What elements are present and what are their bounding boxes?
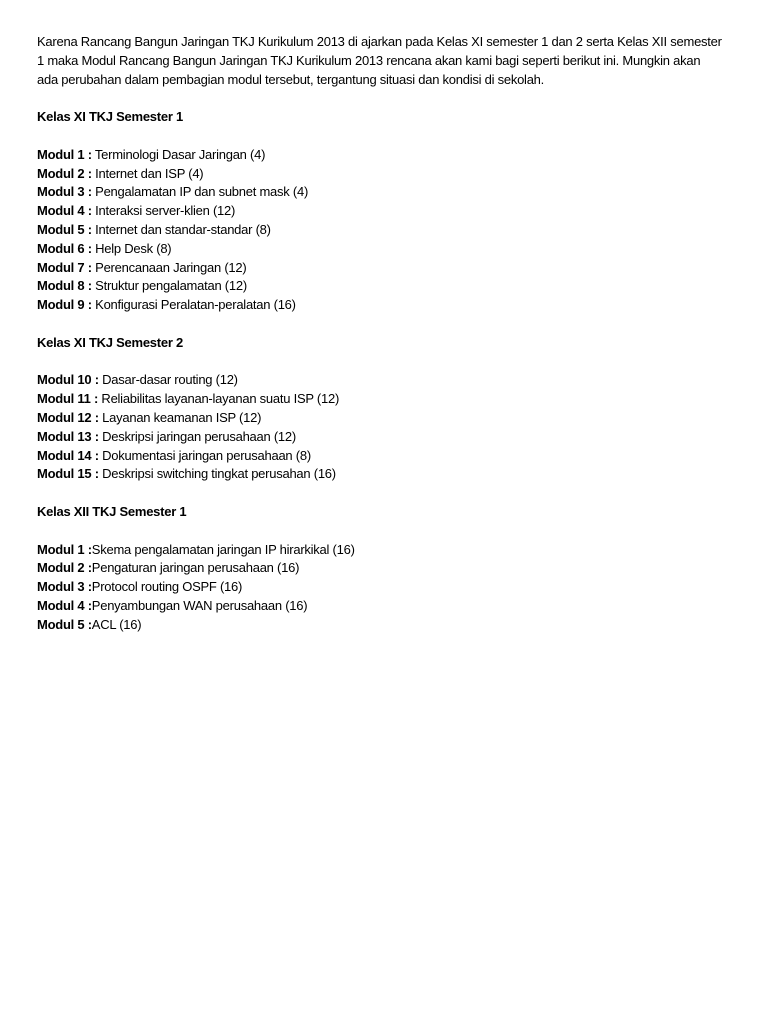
module-code: Modul 5 : — [37, 221, 92, 237]
module-title: Konfigurasi Peralatan-peralatan (16) — [91, 297, 296, 313]
module-title: Dasar-dasar routing (12) — [98, 372, 238, 388]
list-item — [37, 183, 737, 202]
module-title: Struktur pengalamatan (12) — [91, 278, 247, 294]
list-item — [37, 541, 737, 560]
section-title: Kelas XI TKJ Semester 1 — [37, 109, 183, 125]
module-code: Modul 4 : — [37, 203, 92, 219]
module-code: Modul 5 : — [37, 616, 92, 632]
document-page — [37, 33, 737, 635]
module-list — [37, 541, 737, 635]
list-item — [37, 465, 737, 484]
module-title: Layanan keamanan ISP (12) — [98, 409, 262, 425]
module-code: Modul 13 : — [37, 428, 99, 444]
list-item — [37, 240, 737, 259]
module-list — [37, 146, 737, 315]
list-item — [37, 371, 737, 390]
module-code: Modul 4 : — [37, 597, 92, 613]
module-title: Terminologi Dasar Jaringan (4) — [91, 146, 266, 162]
list-item — [37, 390, 737, 409]
list-item — [37, 428, 737, 447]
module-code: Modul 7 : — [37, 259, 92, 275]
module-title: Penyambungan WAN perusahaan (16) — [91, 597, 308, 613]
module-code: Modul 1 : — [37, 146, 92, 162]
module-title: Internet dan ISP (4) — [91, 165, 204, 181]
module-code: Modul 8 : — [37, 278, 92, 294]
module-code: Modul 2 : — [37, 165, 92, 181]
module-title: Pengaturan jaringan perusahaan (16) — [91, 560, 300, 576]
module-title: Internet dan standar-standar (8) — [91, 221, 271, 237]
list-item — [37, 296, 737, 315]
module-code: Modul 15 : — [37, 466, 99, 482]
module-title: Help Desk (8) — [91, 240, 172, 256]
list-item — [37, 221, 737, 240]
module-title: Deskripsi switching tingkat perusahan (16) — [98, 466, 336, 482]
module-title: Skema pengalamatan jaringan IP hirarkikal (16) — [91, 541, 355, 557]
module-code: Modul 14 : — [37, 447, 99, 463]
section-title: Kelas XII TKJ Semester 1 — [37, 503, 187, 519]
module-title: Pengalamatan IP dan subnet mask (4) — [91, 184, 309, 200]
module-code: Modul 3 : — [37, 184, 92, 200]
module-title: Protocol routing OSPF (16) — [91, 579, 243, 595]
module-code: Modul 11 : — [37, 391, 99, 407]
module-code: Modul 1 : — [37, 541, 92, 557]
module-title: ACL (16) — [91, 616, 142, 632]
module-title: Dokumentasi jaringan perusahaan (8) — [98, 447, 311, 463]
list-item — [37, 578, 737, 597]
list-item — [37, 616, 737, 635]
module-code: Modul 10 : — [37, 372, 99, 388]
list-item — [37, 277, 737, 296]
list-item — [37, 146, 737, 165]
list-item — [37, 447, 737, 466]
intro-paragraph: Karena Rancang Bangun Jaringan TKJ Kurikulum 2013 di ajarkan pada Kelas XI semester 1 dan 2 serta Kelas XII semester 1 maka Modul Rancang Bangun Jaringan TKJ Kurikulum 2013 rencana akan kami bagi seperti berikut ini. Mungkin akan ada perubahan dalam pembagian modul tersebut, tergantung situasi dan kondisi di sekolah. — [37, 34, 722, 87]
list-item — [37, 597, 737, 616]
module-code: Modul 3 : — [37, 579, 92, 595]
section-kelas-xi-semester-2 — [37, 334, 737, 484]
section-kelas-xi-semester-1 — [37, 108, 737, 315]
list-item — [37, 202, 737, 221]
module-code: Modul 6 : — [37, 240, 92, 256]
module-list — [37, 371, 737, 484]
list-item — [37, 165, 737, 184]
module-title: Reliabilitas layanan-layanan suatu ISP (12) — [98, 391, 340, 407]
list-item — [37, 559, 737, 578]
list-item — [37, 259, 737, 278]
module-code: Modul 2 : — [37, 560, 92, 576]
module-code: Modul 9 : — [37, 297, 92, 313]
list-item — [37, 409, 737, 428]
module-title: Interaksi server-klien (12) — [91, 203, 236, 219]
module-code: Modul 12 : — [37, 409, 99, 425]
section-title: Kelas XI TKJ Semester 2 — [37, 334, 183, 350]
module-title: Deskripsi jaringan perusahaan (12) — [98, 428, 296, 444]
module-title: Perencanaan Jaringan (12) — [91, 259, 247, 275]
section-kelas-xii-semester-1 — [37, 503, 737, 635]
